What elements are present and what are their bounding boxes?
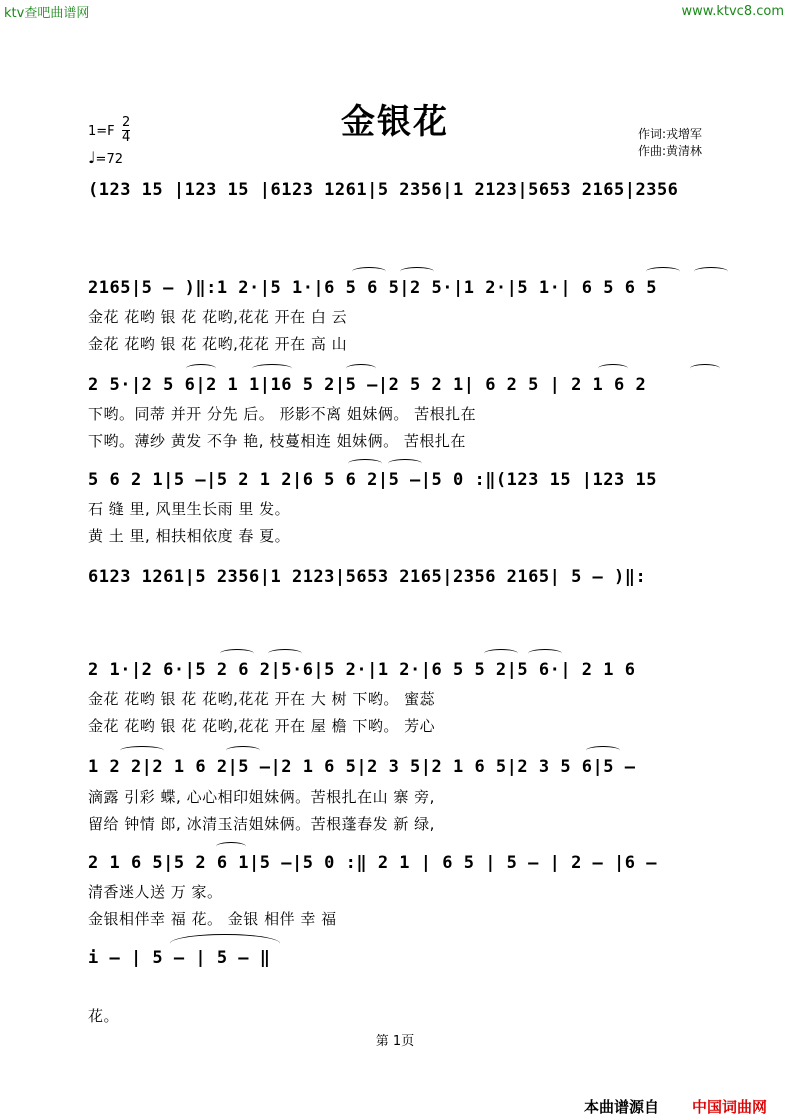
slur-mark: [186, 364, 216, 373]
notation-line: i – | 5 – | 5 – ‖: [88, 948, 271, 968]
lyric-line: 金花 花哟 银 花 花哟,花花 开在 大 树 下哟。 蜜蕊: [88, 690, 436, 708]
lyric-line: 金花 花哟 银 花 花哟,花花 开在 白 云: [88, 308, 348, 326]
quarter-note-icon: ♩: [88, 148, 96, 167]
slur-mark: [598, 364, 628, 373]
time-denominator: 4: [122, 130, 131, 145]
time-signature: [122, 116, 130, 145]
slur-mark: [346, 364, 376, 373]
slur-mark: [268, 649, 302, 658]
slur-mark: [528, 649, 562, 658]
site-watermark-left: ktv查吧曲谱网: [4, 6, 90, 21]
slur-mark: [690, 364, 720, 373]
notation-line: 6123 1261|5 2356|1 2123|5653 2165|2356 2165| 5 – )‖:: [88, 567, 647, 587]
slur-mark: [170, 934, 280, 953]
notation-line: 2 5·|2 5 6|2 1 1|16 5 2|5 –|2 5 2 1| 6 2 5 | 2 1 6 2: [88, 375, 647, 395]
key-signature: 1=F: [88, 124, 115, 139]
notation-line: (123 15 |123 15 |6123 1261|5 2356|1 2123|5653 2165|2356: [88, 180, 679, 200]
slur-mark: [348, 459, 382, 468]
slur-mark: [252, 364, 292, 373]
lyric-line: 留给 钟情 郎, 冰清玉洁姐妹俩。苦根蓬春发 新 绿,: [88, 815, 435, 833]
slur-mark: [484, 649, 518, 658]
slur-mark: [388, 459, 422, 468]
notation-line: 1 2 2|2 1 6 2|5 –|2 1 6 5|2 3 5|2 1 6 5|2 3 5 6|5 –: [88, 757, 636, 777]
lyric-line: 黄 土 里, 相扶相依度 春 夏。: [88, 527, 291, 545]
song-title: 金银花: [341, 102, 449, 142]
composer: 作曲:黄清林: [638, 144, 703, 158]
lyric-line: 金花 花哟 银 花 花哟,花花 开在 高 山: [88, 335, 348, 353]
slur-mark: [400, 267, 434, 276]
slur-mark: [694, 267, 728, 276]
lyric-line: 清香迷人送 万 家。: [88, 883, 223, 901]
lyric-line: 下哟。薄纱 黄发 不争 艳, 枝蔓相连 姐妹俩。 苦根扎在: [88, 432, 466, 450]
slur-mark: [646, 267, 680, 276]
slur-mark: [120, 746, 164, 755]
lyric-line: 金银相伴幸 福 花。 金银 相伴 幸 福: [88, 910, 337, 928]
slur-mark: [352, 267, 386, 276]
tempo-marking: [88, 148, 123, 167]
slur-mark: [216, 842, 246, 851]
source-site: 中国词曲网: [692, 1098, 768, 1116]
slur-mark: [226, 746, 260, 755]
tempo-value: =72: [95, 152, 123, 167]
notation-line: 2 1 6 5|5 2 6 1|5 –|5 0 :‖ 2 1 | 6 5 | 5 – | 2 – |6 –: [88, 853, 657, 873]
source-label: 本曲谱源自: [584, 1098, 660, 1116]
notation-line: 2165|5 – )‖:1 2·|5 1·|6 5 6 5|2 5·|1 2·|5 1·| 6 5 6 5: [88, 278, 657, 298]
notation-line: 2 1·|2 6·|5 2 6 2|5·6|5 2·|1 2·|6 5 5 2|5 6·| 2 1 6: [88, 660, 636, 680]
page-number: 第 1页: [375, 1034, 415, 1049]
lyricist: 作词:戎增军: [638, 127, 703, 141]
lyric-line: 金花 花哟 银 花 花哟,花花 开在 屋 檐 下哟。 芳心: [88, 717, 436, 735]
lyric-line: 下哟。同蒂 并开 分先 后。 形影不离 姐妹俩。 苦根扎在: [88, 405, 477, 423]
lyric-line: 石 缝 里, 风里生长雨 里 发。: [88, 500, 291, 518]
credits: [638, 126, 702, 160]
site-watermark-right: www.ktvc8.com: [681, 4, 784, 19]
time-numerator: 2: [122, 115, 131, 130]
slur-mark: [586, 746, 620, 755]
slur-mark: [220, 649, 254, 658]
lyric-line: 滴露 引彩 蝶, 心心相印姐妹俩。苦根扎在山 寨 旁,: [88, 788, 435, 806]
lyric-line: 花。: [88, 1007, 120, 1025]
notation-line: 5 6 2 1|5 –|5 2 1 2|6 5 6 2|5 –|5 0 :‖(123 15 |123 15: [88, 470, 657, 490]
